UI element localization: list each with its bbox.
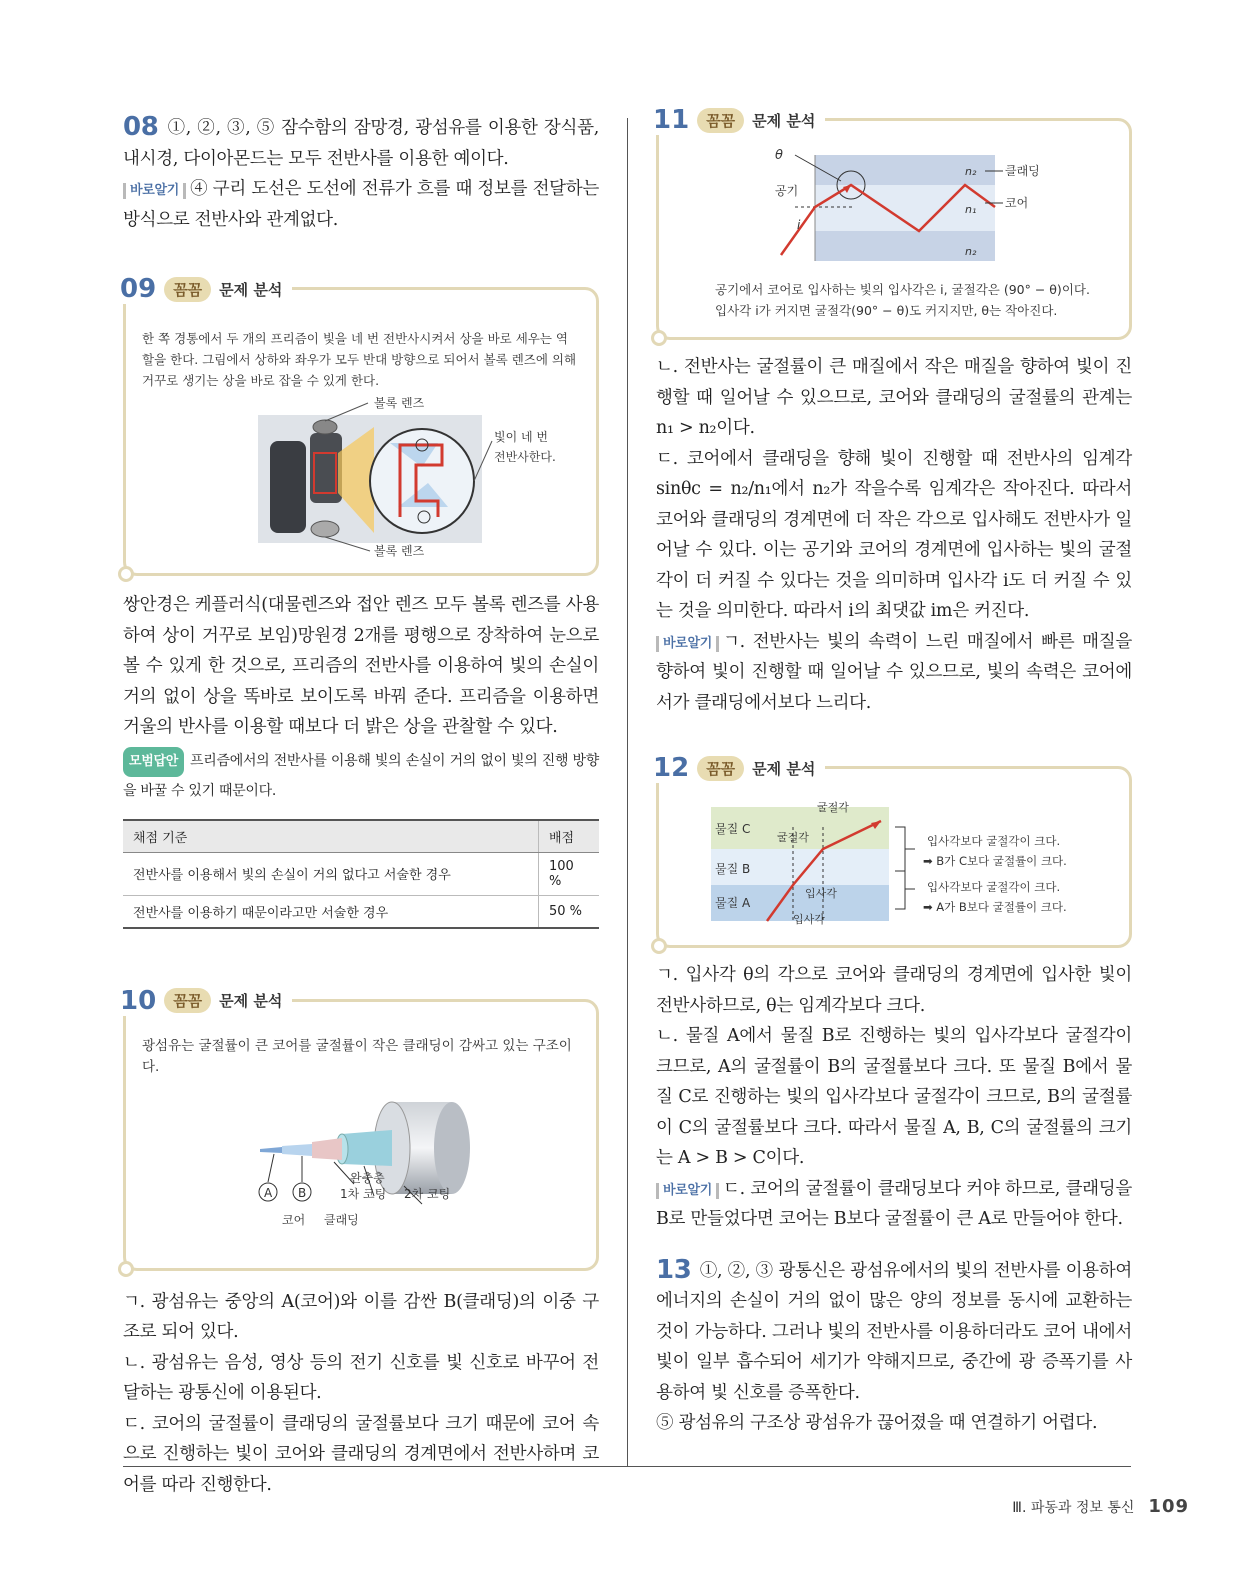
label-b: B bbox=[298, 1185, 307, 1200]
coat1-label: 1차 코팅 bbox=[340, 1186, 387, 1201]
n2-top-label: n₂ bbox=[965, 165, 977, 178]
note-1b: ➡ B가 C보다 굴절률이 크다. bbox=[923, 854, 1067, 868]
top-lens-label: 볼록 렌즈 bbox=[374, 397, 425, 410]
answer-text: ①, ②, ③, ⑤ 잠수함의 잠망경, 광섬유를 이용한 장식품, 내시경, 다이아몬드는 모두 전반사를 이용한 예이다. bbox=[123, 118, 599, 169]
note-1a: 입사각보다 굴절각이 크다. bbox=[927, 834, 1061, 848]
question-number: 09 bbox=[120, 274, 157, 304]
caption-1: 공기에서 코어로 입사하는 빛의 입사각은 i, 굴절각은 (90° − θ)이다. bbox=[715, 282, 1090, 297]
table-header: 채점 기준 bbox=[123, 820, 539, 853]
table-row bbox=[123, 852, 599, 895]
scoring-table bbox=[123, 819, 599, 929]
core-label: 코어 bbox=[282, 1212, 306, 1227]
q10-line: ㄷ. 코어의 굴절률이 클래딩의 굴절률보다 크기 때문에 코어 속으로 진행하는 빛이 코어와 클래딩의 경계면에서 전반사하며 코어를 따라 진행한다. bbox=[123, 1413, 599, 1495]
label-a: A bbox=[264, 1185, 273, 1200]
question-number: 13 bbox=[656, 1254, 692, 1285]
refraction-layers-diagram bbox=[675, 797, 1115, 925]
theta-label: θ bbox=[775, 148, 783, 163]
q11-line: ㄷ. 코어에서 클래딩을 향해 빛이 진행할 때 전반사의 임계각 sinθc = n₂/n₁에서 n₂가 작을수록 임계각은 작아진다. 따라서 코어와 클래딩의 경계면에 더 작은 각으로 입사해도 전반사가 일어날 수 있다. 이는 공기와 코어의 경계면에 입사하는 빛의 굴절각이 더 커질 수 있다는 것을 의미하며 입사각 i도 더 커질 수 있는 것을 의미한다. 따라서 i의 최댓값 im은 커진다. bbox=[656, 448, 1132, 621]
badge: 꼼꼼 bbox=[164, 988, 211, 1013]
model-answer-text: 프리즘에서의 전반사를 이용해 빛의 손실이 거의 없이 빛의 진행 방향을 바꿀 수 있기 때문이다. bbox=[123, 752, 599, 799]
correction-tag: 바로알기 bbox=[656, 636, 719, 652]
column-divider bbox=[627, 118, 628, 1466]
badge: 꼼꼼 bbox=[697, 756, 744, 781]
table-cell: 100 % bbox=[539, 852, 600, 895]
model-answer-tag: 모범답안 bbox=[123, 747, 184, 777]
note-2a: 입사각보다 굴절각이 크다. bbox=[927, 880, 1061, 894]
table-header: 배점 bbox=[539, 820, 600, 853]
material-b-label: 물질 B bbox=[715, 862, 751, 876]
air-label: 공기 bbox=[775, 184, 799, 198]
material-c-label: 물질 C bbox=[715, 822, 751, 836]
question-08 bbox=[123, 112, 599, 235]
box-knob bbox=[651, 938, 667, 954]
box-description: 한 쪽 경통에서 두 개의 프리즘이 빛을 네 번 전반사시켜서 상을 바로 세우는 역할을 한다. 그림에서 상하와 좌우가 모두 반대 방향으로 되어서 볼록 렌즈에 의해 거꾸로 생기는 상을 바로 잡을 수 있게 한다. bbox=[142, 331, 577, 388]
q10-line: ㄱ. 광섬유는 중앙의 A(코어)와 이를 감싼 B(클래딩)의 이중 구조로 되어 있다. bbox=[123, 1291, 599, 1342]
box-knob bbox=[118, 1261, 134, 1277]
box-title: 문제 분석 bbox=[752, 111, 816, 130]
fiber-refraction-diagram bbox=[675, 147, 1115, 267]
chapter-title: Ⅲ. 파동과 정보 통신 bbox=[1012, 1500, 1135, 1516]
q11-line: ㄴ. 전반사는 굴절률이 큰 매질에서 작은 매질을 향하여 빛이 진행할 때 일어날 수 있으므로, 코어와 클래딩의 굴절률의 관계는 n₁ > n₂이다. bbox=[656, 357, 1132, 438]
box-title: 문제 분석 bbox=[219, 992, 283, 1010]
bottom-lens-label: 볼록 렌즈 bbox=[374, 544, 425, 557]
i-label: i bbox=[797, 218, 801, 232]
n2-bottom-label: n₂ bbox=[965, 245, 977, 258]
cladding-label: 클래딩 bbox=[1005, 164, 1040, 178]
page-footer bbox=[1012, 1496, 1189, 1517]
box-title: 문제 분석 bbox=[752, 759, 816, 778]
question-number: 08 bbox=[123, 112, 159, 142]
analysis-box-09 bbox=[120, 274, 599, 576]
right-column bbox=[653, 105, 1132, 1439]
table-header-row bbox=[123, 820, 599, 853]
binocular-figure bbox=[142, 397, 580, 557]
coat2-label: 2차 코팅 bbox=[404, 1186, 451, 1201]
refraction-angle-top: 굴절각 bbox=[817, 801, 849, 814]
q09-body: 쌍안경은 케플러식(대물렌즈와 접안 렌즈 모두 볼록 렌즈를 사용하여 상이 거꾸로 보임)망원경 2개를 평행으로 장착하여 눈으로 볼 수 있게 한 것으로, 프리즘의 전반사를 이용하여 빛의 손실이 거의 없이 상을 똑바로 보이도록 바꿔 준다. 프리즘을 이용하면 거울의 반사를 이용할 때보다 더 밝은 상을 관찰할 수 있다. bbox=[123, 595, 599, 737]
box-description: 광섬유는 굴절률이 큰 코어를 굴절률이 작은 클래딩이 감싸고 있는 구조이다. bbox=[142, 1037, 572, 1075]
correction-tag: 바로알기 bbox=[123, 183, 186, 199]
box-header bbox=[120, 274, 292, 304]
table-cell: 전반사를 이용하기 때문이라고만 서술한 경우 bbox=[123, 895, 539, 928]
question-13 bbox=[656, 1255, 1132, 1439]
n1-label: n₁ bbox=[965, 203, 977, 216]
bottom-rule bbox=[123, 1466, 1131, 1467]
optical-fiber-diagram bbox=[142, 1086, 582, 1252]
table-row bbox=[123, 895, 599, 928]
question-number: 11 bbox=[653, 105, 690, 135]
box-knob bbox=[118, 566, 134, 582]
reflect-label-1: 빛이 네 번 bbox=[494, 430, 548, 444]
reflect-label-2: 전반사한다. bbox=[494, 450, 556, 464]
correction-text: ㄱ. 전반사는 빛의 속력이 느린 매질에서 빠른 매질을 향하여 빛이 진행할 때 일어날 수 있으므로, 빛의 속력은 코어에서가 클래딩에서보다 느리다. bbox=[656, 631, 1132, 713]
buffer-label: 완충층 bbox=[350, 1170, 385, 1185]
correction-tag: 바로알기 bbox=[656, 1183, 719, 1199]
binocular-diagram bbox=[142, 397, 582, 557]
cladding-label: 클래딩 bbox=[324, 1212, 359, 1227]
box-header bbox=[120, 986, 292, 1016]
box-knob bbox=[651, 330, 667, 346]
fiber-figure bbox=[142, 1086, 580, 1252]
material-a-label: 물질 A bbox=[715, 896, 751, 910]
q12-line: ㄱ. 입사각 θ의 각으로 코어와 클래딩의 경계면에 입사한 빛이 전반사하므로, θ는 임계각보다 크다. bbox=[656, 965, 1132, 1016]
page-number: 109 bbox=[1148, 1496, 1189, 1517]
correction-text: ㄷ. 코어의 굴절률이 클래딩보다 커야 하므로, 클래딩을 B로 만들었다면 코어는 B보다 굴절률이 큰 A로 만들어야 한다. bbox=[656, 1178, 1132, 1229]
badge: 꼼꼼 bbox=[697, 108, 744, 133]
table-cell: 50 % bbox=[539, 895, 600, 928]
core-label: 코어 bbox=[1005, 196, 1029, 210]
analysis-box-10 bbox=[120, 985, 599, 1271]
incidence-angle-bottom: 입사각 bbox=[793, 913, 825, 925]
box-header bbox=[653, 105, 825, 135]
incidence-angle-mid: 입사각 bbox=[805, 887, 837, 900]
question-number: 12 bbox=[653, 753, 690, 783]
analysis-box-11 bbox=[653, 105, 1132, 340]
q12-line: ㄴ. 물질 A에서 물질 B로 진행하는 빛의 입사각보다 굴절각이 크므로, A의 굴절률이 B의 굴절률보다 크다. 또 물질 B에서 물질 C로 진행하는 빛의 입사각보다 굴절각이 크므로, B의 굴절률이 C의 굴절률보다 크다. 따라서 물질 A, B, C의 굴절률의 크기는 A > B > C이다. bbox=[656, 1026, 1132, 1168]
caption-2: 입사각 i가 커지면 굴절각(90° − θ)도 커지지만, θ는 작아진다. bbox=[715, 303, 1058, 318]
answer-text: ①, ②, ③ 광통신은 광섬유에서의 빛의 전반사를 이용하여 에너지의 손실이 거의 없이 많은 양의 정보를 동시에 교환하는 것이 가능하다. 그러나 빛의 전반사를 이용하더라도 코어 내에서 빛이 일부 흡수되어 세기가 약해지므로, 중간에 광 증폭기를 사용하여 빛 신호를 증폭한다. bbox=[656, 1260, 1132, 1403]
box-header bbox=[653, 753, 825, 783]
refraction-angle-mid: 굴절각 bbox=[777, 831, 809, 844]
analysis-box-12 bbox=[653, 753, 1132, 948]
correction-text: ④ 구리 도선은 도선에 전류가 흐를 때 정보를 전달하는 방식으로 전반사와 관계없다. bbox=[123, 179, 599, 230]
answer-line-2: ⑤ 광섬유의 구조상 광섬유가 끊어졌을 때 연결하기 어렵다. bbox=[656, 1413, 1098, 1433]
box-title: 문제 분석 bbox=[219, 280, 283, 299]
table-cell: 전반사를 이용해서 빛의 손실이 거의 없다고 서술한 경우 bbox=[123, 852, 539, 895]
left-column bbox=[120, 112, 599, 1500]
q10-line: ㄴ. 광섬유는 음성, 영상 등의 전기 신호를 빛 신호로 바꾸어 전달하는 광통신에 이용된다. bbox=[123, 1352, 599, 1403]
badge: 꼼꼼 bbox=[164, 277, 211, 302]
note-2b: ➡ A가 B보다 굴절률이 크다. bbox=[923, 900, 1067, 914]
question-number: 10 bbox=[120, 985, 157, 1016]
